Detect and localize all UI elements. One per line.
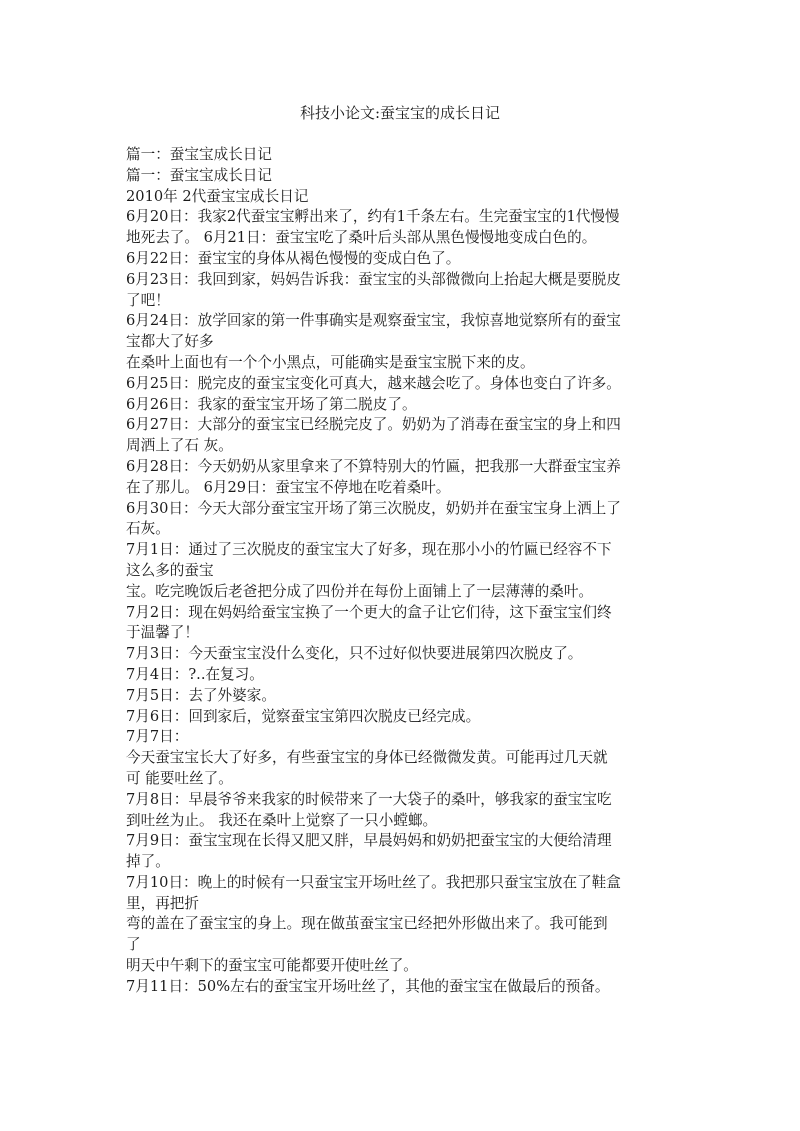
text-line: 地死去了。 6月21日：蚕宝宝吃了桑叶后头部从黑色慢慢地变成白色的。 [126,229,597,247]
text-line: 了 [126,936,141,954]
text-line: 7月9日：蚕宝宝现在长得又肥又胖，早晨妈妈和奶奶把蚕宝宝的大便给清理 [126,832,612,850]
text-line: 7月4日：?..在复习。 [126,665,264,683]
text-line: 7月8日：早晨爷爷来我家的时候带来了一大袋子的桑叶，够我家的蚕宝宝吃 [126,790,612,808]
text-line: 6月30日：今天大部分蚕宝宝开场了第三次脱皮，奶奶并在蚕宝宝身上洒上了 [126,499,621,517]
text-line: 篇一：蚕宝宝成长日记 [126,166,272,184]
text-line: 这么多的蚕宝 [126,561,214,579]
text-line: 6月26日：我家的蚕宝宝开场了第二脱皮了。 [126,395,417,413]
text-line: 到吐丝为止。 我还在桑叶上觉察了一只小螳螂。 [126,811,438,829]
text-line: 宝都大了好多 [126,333,214,351]
text-line: 了吧！ [126,291,170,309]
text-line: 6月22日：蚕宝宝的身体从褐色慢慢的变成白色了。 [126,249,461,267]
text-line: 6月20日：我家2代蚕宝宝孵出来了，约有1千条左右。生完蚕宝宝的1代慢慢 [126,208,620,226]
text-line: 在了那儿。 6月29日：蚕宝宝不停地在吃着桑叶。 [126,478,451,496]
text-line: 里，再把折 [126,894,199,912]
text-line: 在桑叶上面也有一个个小黑点，可能确实是蚕宝宝脱下来的皮。 [126,353,535,371]
text-line: 篇一：蚕宝宝成长日记 [126,146,272,163]
text-line: 6月24日：放学回家的第一件事确实是观察蚕宝宝，我惊喜地觉察所有的蚕宝 [126,312,621,330]
text-line: 7月10日：晚上的时候有一只蚕宝宝开场吐丝了。我把那只蚕宝宝放在了鞋盒 [126,873,621,891]
text-line: 7月11日：50%左右的蚕宝宝开场吐丝了，其他的蚕宝宝在做最后的预备。 [126,977,610,995]
text-line: 6月23日：我回到家，妈妈告诉我：蚕宝宝的头部微微向上抬起大概是要脱皮 [126,270,621,288]
text-line: 于温馨了！ [126,624,199,642]
text-line: 2010年 2代蚕宝宝成长日记 [126,187,309,205]
text-line: 7月6日：回到家后，觉察蚕宝宝第四次脱皮已经完成。 [126,707,481,725]
text-line: 7月2日：现在妈妈给蚕宝宝换了一个更大的盒子让它们待，这下蚕宝宝们终 [126,603,612,621]
text-line: 今天蚕宝宝长大了好多，有些蚕宝宝的身体已经微微发黄。可能再过几天就 [126,749,608,767]
text-line: 7月1日：通过了三次脱皮的蚕宝宝大了好多，现在那小小的竹匾已经容不下 [126,541,612,559]
text-line: 6月25日：脱完皮的蚕宝宝变化可真大，越来越会吃了。身体也变白了许多。 [126,374,621,392]
text-line: 可 能要吐丝了。 [126,769,233,787]
text-line: 7月5日：去了外婆家。 [126,686,276,704]
text-line: 周洒上了石 灰。 [126,437,233,455]
text-line: 弯的盖在了蚕宝宝的身上。现在做茧蚕宝宝已经把外形做出来了。我可能到 [126,915,608,933]
document-title: 科技小论文:蚕宝宝的成长日记 [299,104,501,122]
text-line: 7月7日： [126,728,189,746]
text-line: 宝。吃完晚饭后老爸把分成了四份并在每份上面铺上了一层薄薄的桑叶。 [126,582,594,600]
text-line: 掉了。 [126,853,170,871]
text-line: 6月28日：今天奶奶从家里拿来了不算特别大的竹匾，把我那一大群蚕宝宝养 [126,457,621,475]
text-line: 7月3日：今天蚕宝宝没什么变化，只不过好似快要进展第四次脱皮了。 [126,645,583,663]
text-line: 6月27日：大部分的蚕宝宝已经脱完皮了。奶奶为了消毒在蚕宝宝的身上和四 [126,416,621,434]
text-line: 石灰。 [126,520,170,538]
diary-body [126,145,666,998]
text-line: 明天中午剩下的蚕宝宝可能都要开使吐丝了。 [126,957,418,975]
